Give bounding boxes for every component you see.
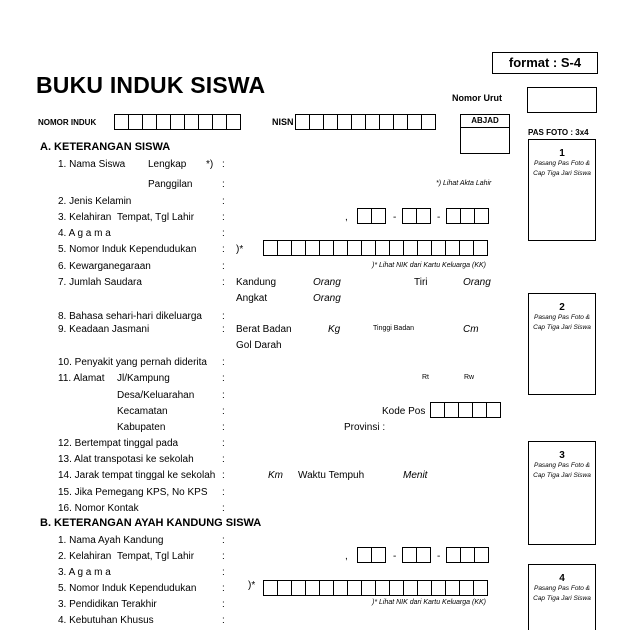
section-a-title: A. KETERANGAN SISWA: [40, 141, 171, 153]
colon: :: [222, 454, 225, 465]
nomor-urut-box[interactable]: [527, 87, 597, 113]
nik-mark: )*: [236, 244, 244, 255]
jenis-kelamin-label: 2. Jenis Kelamin: [58, 196, 132, 207]
tgl-lahir-ayah-year-cells[interactable]: [446, 547, 489, 563]
colon: :: [222, 277, 225, 288]
penyakit-label: 10. Penyakit yang pernah diderita: [58, 357, 207, 368]
colon: :: [222, 373, 225, 384]
photo-box-2[interactable]: [528, 293, 596, 395]
comma: ,: [345, 212, 348, 223]
colon: :: [222, 159, 225, 170]
section-b-title: B. KETERANGAN AYAH KANDUNG SISWA: [40, 517, 262, 529]
photo-instruction: Pasang Pas Foto & Cap Tiga Jari Siswa: [533, 314, 591, 331]
colon: :: [222, 470, 225, 481]
rw-label: Rw: [464, 374, 475, 381]
colon: :: [222, 422, 225, 433]
page-title: BUKU INDUK SISWA: [36, 72, 266, 98]
colon: :: [222, 261, 225, 272]
tgl-lahir-month-cells[interactable]: [402, 208, 431, 224]
nik-cells[interactable]: [263, 240, 488, 256]
jasmani-label: 9. Keadaan Jasmani: [58, 324, 150, 335]
desa-label: Desa/Keluarahan: [117, 390, 195, 401]
lengkap-label: Lengkap: [148, 159, 187, 170]
colon: :: [222, 212, 225, 223]
abjad-divider: [460, 127, 510, 128]
orang-unit: Orang: [313, 277, 341, 288]
bahasa-label: 8. Bahasa sehari-hari dikeluarga: [58, 311, 202, 322]
colon: :: [222, 535, 225, 546]
kecamatan-label: Kecamatan: [117, 406, 168, 417]
lengkap-mark: *): [206, 159, 214, 170]
nik-label: 5. Nomor Induk Kependudukan: [58, 244, 197, 255]
photo-box-1[interactable]: [528, 139, 596, 241]
cm-unit: Cm: [463, 324, 479, 335]
date-dash: -: [393, 212, 397, 223]
jarak-label: 14. Jarak tempat tinggal ke sekolah: [58, 470, 216, 481]
colon: :: [222, 406, 225, 417]
colon: :: [222, 487, 225, 498]
orang-unit: Orang: [463, 277, 491, 288]
transportasi-label: 13. Alat transpotasi ke sekolah: [58, 454, 194, 465]
colon: :: [222, 551, 225, 562]
photo-number: 2: [559, 302, 565, 313]
tgl-lahir-day-cells[interactable]: [357, 208, 386, 224]
kode-pos-cells[interactable]: [430, 402, 501, 418]
photo-instruction: Pasang Pas Foto & Cap Tiga Jari Siswa: [533, 585, 591, 602]
kabupaten-label: Kabupaten: [117, 422, 166, 433]
tiri-label: Tiri: [414, 277, 428, 288]
nik-ayah-label: 5. Nomor Induk Kependudukan: [58, 583, 197, 594]
nik-ayah-mark: )*: [248, 580, 256, 591]
colon: :: [222, 503, 225, 514]
angkat-label: Angkat: [236, 293, 268, 304]
berat-badan-label: Berat Badan: [236, 324, 292, 335]
nisn-label: NISN: [272, 117, 294, 127]
colon: :: [222, 244, 225, 255]
kontak-label: 16. Nomor Kontak: [58, 503, 139, 514]
kewarganegaraan-label: 6. Kewarganegaraan: [58, 261, 151, 272]
format-label: format : S-4: [508, 55, 582, 70]
colon: :: [222, 311, 225, 322]
rt-label: Rt: [422, 374, 429, 381]
photo-box-3[interactable]: [528, 441, 596, 545]
orang-unit: Orang: [313, 293, 341, 304]
pendidikan-ayah-label: 3. Pendidikan Terakhir: [58, 599, 157, 610]
nama-siswa-label: 1. Nama Siswa: [58, 159, 126, 170]
panggilan-label: Panggilan: [148, 179, 193, 190]
nomor-induk-label: NOMOR INDUK: [38, 118, 97, 127]
colon: :: [222, 324, 225, 335]
tempat-tgl-lahir-ayah-label: Tempat, Tgl Lahir: [117, 551, 195, 562]
nomor-induk-cells[interactable]: [114, 114, 241, 130]
km-unit: Km: [268, 470, 283, 481]
colon: :: [222, 567, 225, 578]
lihat-nik-ayah-note: )* Lihat NIK dari Kartu Keluarga (KK): [372, 599, 486, 606]
kandung-label: Kandung: [236, 277, 277, 288]
kg-unit: Kg: [328, 324, 341, 335]
bertempat-label: 12. Bertempat tinggal pada: [58, 438, 179, 449]
photo-instruction: Pasang Pas Foto & Cap Tiga Jari Siswa: [533, 462, 591, 479]
comma: ,: [345, 551, 348, 562]
abjad-label: ABJAD: [471, 116, 499, 125]
lihat-nik-note: )* Lihat NIK dari Kartu Keluarga (KK): [372, 262, 486, 269]
tgl-lahir-ayah-day-cells[interactable]: [357, 547, 386, 563]
date-dash: -: [437, 551, 441, 562]
photo-number: 1: [559, 148, 565, 159]
menit-unit: Menit: [403, 470, 428, 481]
photo-box-4[interactable]: [528, 564, 596, 630]
date-dash: -: [437, 212, 441, 223]
date-dash: -: [393, 551, 397, 562]
tgl-lahir-year-cells[interactable]: [446, 208, 489, 224]
nik-ayah-cells[interactable]: [263, 580, 488, 596]
photo-number: 4: [559, 573, 565, 584]
kelahiran-ayah-label: 2. Kelahiran: [58, 551, 112, 562]
kps-label: 15. Jika Pemegang KPS, No KPS: [58, 487, 208, 498]
kebutuhan-ayah-label: 4. Kebutuhan Khusus: [58, 615, 154, 626]
tgl-lahir-ayah-month-cells[interactable]: [402, 547, 431, 563]
photo-number: 3: [559, 450, 565, 461]
colon: :: [222, 615, 225, 626]
agama-ayah-label: 3. A g a m a: [58, 567, 111, 578]
colon: :: [222, 357, 225, 368]
photo-instruction: Pasang Pas Foto & Cap Tiga Jari Siswa: [533, 160, 591, 177]
jl-kampung-label: Jl/Kampung: [117, 373, 170, 384]
kode-pos-label: Kode Pos: [382, 406, 426, 417]
lihat-akta-note: *) Lihat Akta Lahir: [436, 180, 492, 187]
colon: :: [222, 179, 225, 190]
nisn-cells[interactable]: [295, 114, 436, 130]
waktu-tempuh-label: Waktu Tempuh: [298, 470, 365, 481]
agama-label: 4. A g a m a: [58, 228, 111, 239]
nomor-urut-label: Nomor Urut: [452, 93, 502, 103]
jumlah-saudara-label: 7. Jumlah Saudara: [58, 277, 142, 288]
colon: :: [222, 196, 225, 207]
gol-darah-label: Gol Darah: [236, 340, 282, 351]
kelahiran-label: 3. Kelahiran: [58, 212, 112, 223]
pas-foto-label: PAS FOTO : 3x4: [528, 128, 589, 137]
colon: :: [222, 228, 225, 239]
alamat-label: 11. Alamat: [58, 373, 105, 384]
tinggi-badan-label: Tinggi Badan: [373, 325, 414, 332]
provinsi-label: Provinsi :: [344, 422, 386, 433]
colon: :: [222, 583, 225, 594]
colon: :: [222, 438, 225, 449]
colon: :: [222, 390, 225, 401]
nama-ayah-label: 1. Nama Ayah Kandung: [58, 535, 164, 546]
tempat-tgl-lahir-label: Tempat, Tgl Lahir: [117, 212, 195, 223]
colon: :: [222, 599, 225, 610]
